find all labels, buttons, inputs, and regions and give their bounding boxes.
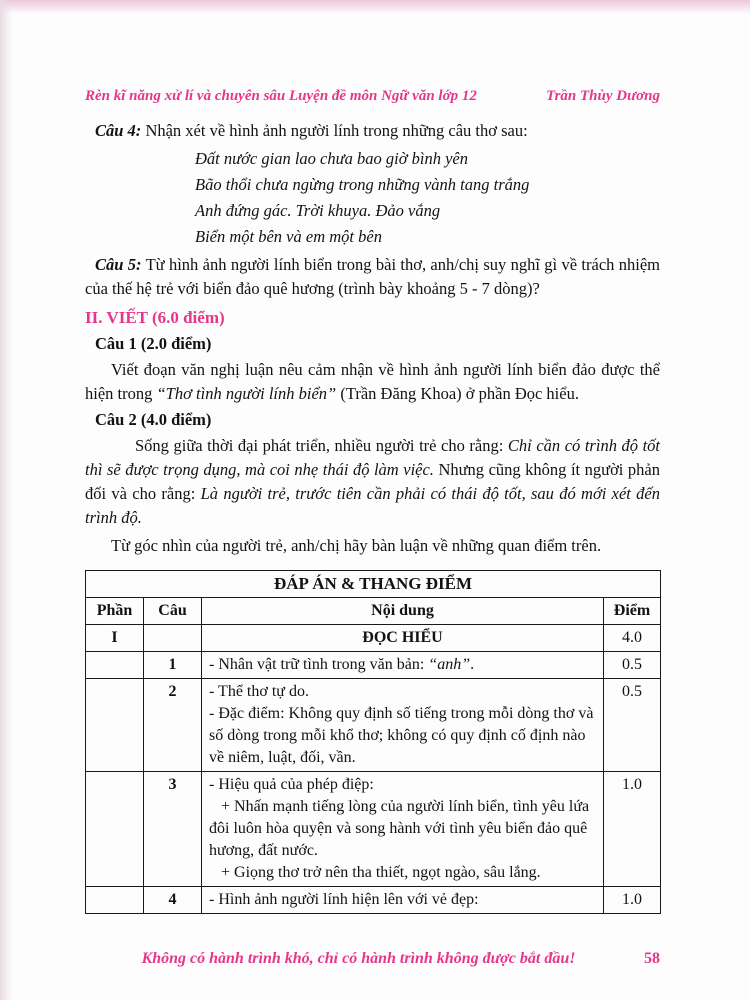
answer-row-1 <box>86 652 661 679</box>
answer-table-title-row <box>86 571 661 598</box>
page-header <box>85 88 660 105</box>
phan-cell <box>86 772 144 887</box>
question-5-label: Câu 5: <box>95 255 142 274</box>
cau2-text-normal-2: Nhưng cũng không ít người phản đối và cho rằng: <box>85 460 660 503</box>
diem-cell: 1.0 <box>604 772 661 887</box>
page-footer <box>85 950 660 968</box>
footer-quote: Không có hành trình khó, chỉ có hành trình không được bắt đầu! <box>141 950 576 967</box>
poem-line-4: Biển một bên và em một bên <box>195 227 382 246</box>
phan-cell <box>86 652 144 679</box>
header-book-title: Rèn kĩ năng xử lí và chuyên sâu Luyện đề môn Ngữ văn lớp 12 <box>85 88 477 104</box>
page-number: 58 <box>644 950 660 967</box>
cau2-opinion-2-italic: Là người trẻ, trước tiên cần phải có thái độ tốt, sau đó mới xét đến trình độ. <box>85 484 660 527</box>
noidung-cell <box>202 679 604 772</box>
viet-cau2-text <box>85 434 660 530</box>
cau1-text-normal: Viết đoạn văn nghị luận nêu cảm nhận về hình ảnh người lính biển đảo được thể hiện trong <box>85 360 660 403</box>
section-title-viet: II. VIẾT (6.0 điểm) <box>85 308 225 327</box>
poem-line-3: Anh đứng gác. Trời khuya. Đảo vắng <box>195 201 441 220</box>
page-content <box>85 119 660 558</box>
cau1-text-tail: (Trần Đăng Khoa) ở phần Đọc hiểu. <box>336 384 579 403</box>
answer-row-3 <box>86 772 661 887</box>
cau-cell: 2 <box>144 679 202 772</box>
viet-closing: Từ góc nhìn của người trẻ, anh/chị hãy bàn luận về những quan điểm trên. <box>111 536 602 555</box>
poem-line-2: Bão thổi chưa ngừng trong những vành tang trắng <box>195 175 530 194</box>
section-cau-cell <box>144 625 202 652</box>
cau1-text-title-italic: “Thơ tình người lính biển” <box>156 384 337 403</box>
phan-cell <box>86 887 144 914</box>
cau-cell: 4 <box>144 887 202 914</box>
col-header-phan: Phần <box>86 598 144 625</box>
answer-row-4 <box>86 887 661 914</box>
scan-shadow-top <box>0 0 750 14</box>
question-5-text: Từ hình ảnh người lính biển trong bài thơ, anh/chị suy nghĩ gì về trách nhiệm của thế hệ trẻ với biển đảo quê hương (trình bày khoảng 5 - 7 dòng)? <box>85 255 660 298</box>
answer-2-line-1: - Thể thơ tự do. <box>209 683 309 700</box>
header-author: Trần Thùy Dương <box>545 88 660 104</box>
answer-table <box>85 570 661 914</box>
poem-quote <box>85 146 660 250</box>
cau-cell: 3 <box>144 772 202 887</box>
viet-cau1-heading: Câu 1 (2.0 điểm) <box>95 334 212 353</box>
question-4-label: Câu 4: <box>95 121 142 140</box>
col-header-noidung: Nội dung <box>202 598 604 625</box>
section-phan-cell: I <box>86 625 144 652</box>
answer-3-line-3: + Giọng thơ trở nên tha thiết, ngọt ngào, sâu lắng. <box>221 864 541 881</box>
cau2-text-normal-1: Sống giữa thời đại phát triển, nhiều người trẻ cho rằng: <box>135 436 508 455</box>
noidung-cell <box>202 887 604 914</box>
answer-3-line-1: - Hiệu quả của phép điệp: <box>209 776 374 793</box>
answer-1-text: - Nhân vật trữ tình trong văn bản: <box>209 656 429 673</box>
col-header-cau: Câu <box>144 598 202 625</box>
viet-cau1-text <box>85 358 660 406</box>
answer-4-line-1: - Hình ảnh người lính hiện lên với vẻ đẹp: <box>209 891 479 908</box>
poem-line-1: Đất nước gian lao chưa bao giờ bình yên <box>195 149 468 168</box>
answer-table-title: ĐÁP ÁN & THANG ĐIỂM <box>86 571 661 598</box>
noidung-cell <box>202 652 604 679</box>
diem-cell: 1.0 <box>604 887 661 914</box>
question-5 <box>85 253 660 301</box>
viet-cau2-heading: Câu 2 (4.0 điểm) <box>95 410 212 429</box>
diem-cell: 0.5 <box>604 679 661 772</box>
answer-1-tail: . <box>470 656 475 673</box>
scan-shadow-left <box>0 0 12 1000</box>
section-diem-cell: 4.0 <box>604 625 661 652</box>
section-title-cell: ĐỌC HIỂU <box>202 625 604 652</box>
answer-row-2 <box>86 679 661 772</box>
col-header-diem: Điểm <box>604 598 661 625</box>
question-4-text: Nhận xét về hình ảnh người lính trong những câu thơ sau: <box>145 121 528 140</box>
answer-table-header-row <box>86 598 661 625</box>
diem-cell: 0.5 <box>604 652 661 679</box>
cau2-opinion-1-italic: Chỉ cần có trình độ tốt thì sẽ được trọng dụng, mà coi nhẹ thái độ làm việc. <box>85 436 660 479</box>
answer-3-line-2: + Nhấn mạnh tiếng lòng của người lính biển, tình yêu lứa đôi luôn hòa quyện và song hành với tình yêu biển đảo quê hương, đất nước. <box>209 798 590 859</box>
cau-cell: 1 <box>144 652 202 679</box>
question-4 <box>85 119 660 143</box>
answer-1-italic: “anh” <box>428 656 471 673</box>
noidung-cell <box>202 772 604 887</box>
section-row-doc-hieu <box>86 625 661 652</box>
answer-2-line-2: - Đặc điểm: Không quy định số tiếng trong mỗi dòng thơ và số dòng trong mỗi khổ thơ; không có quy định cố định nào về niêm, luật, đối, vần. <box>209 705 594 766</box>
phan-cell <box>86 679 144 772</box>
